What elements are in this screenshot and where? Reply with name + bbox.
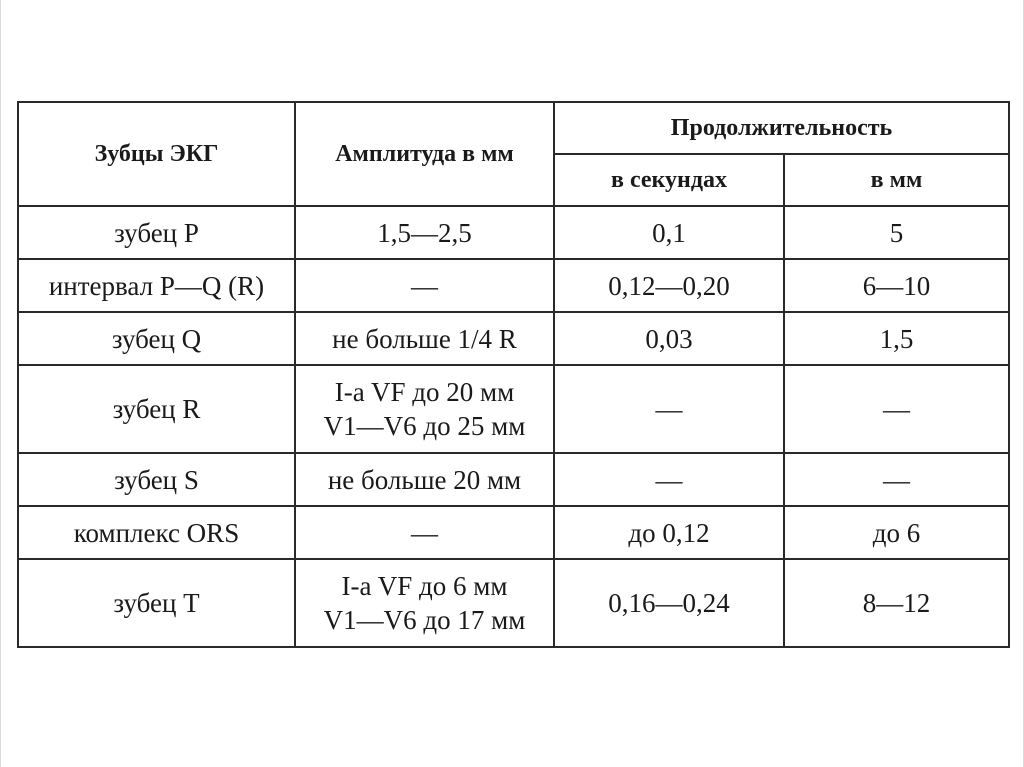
cell-mm: 1,5 <box>784 312 1009 365</box>
cell-mm: до 6 <box>784 506 1009 559</box>
header-duration: Продолжительность <box>554 102 1009 154</box>
cell-seconds: до 0,12 <box>554 506 784 559</box>
cell-wave: зубец Q <box>18 312 295 365</box>
cell-seconds: 0,16—0,24 <box>554 559 784 647</box>
cell-wave: зубец R <box>18 365 295 453</box>
cell-wave: комплекс ORS <box>18 506 295 559</box>
cell-amplitude <box>295 365 554 453</box>
cell-amplitude <box>295 312 554 365</box>
header-duration-seconds: в секундах <box>554 154 784 206</box>
cell-wave: зубец S <box>18 453 295 506</box>
amplitude-line: I-a VF до 6 мм <box>341 571 508 601</box>
cell-mm: 8—12 <box>784 559 1009 647</box>
cell-seconds: 0,12—0,20 <box>554 259 784 312</box>
cell-mm: — <box>784 453 1009 506</box>
table-row <box>18 365 1009 453</box>
header-ecg-waves: Зубцы ЭКГ <box>18 102 295 206</box>
amplitude-line: V1—V6 до 25 мм <box>323 411 526 441</box>
cell-seconds: — <box>554 453 784 506</box>
table-row <box>18 453 1009 506</box>
amplitude-line: V1—V6 до 17 мм <box>323 605 526 635</box>
cell-seconds: 0,03 <box>554 312 784 365</box>
cell-amplitude <box>295 506 554 559</box>
amplitude-line: I-a VF до 20 мм <box>334 377 515 407</box>
cell-amplitude <box>295 259 554 312</box>
table-row <box>18 559 1009 647</box>
cell-amplitude <box>295 559 554 647</box>
cell-mm: — <box>784 365 1009 453</box>
cell-seconds: 0,1 <box>554 206 784 259</box>
amplitude-line: — <box>411 270 438 301</box>
cell-mm: 5 <box>784 206 1009 259</box>
cell-wave: зубец P <box>18 206 295 259</box>
ecg-waves-table <box>17 101 1010 648</box>
amplitude-line: не больше 1/4 R <box>332 323 517 354</box>
cell-wave: интервал P—Q (R) <box>18 259 295 312</box>
header-duration-mm: в мм <box>784 154 1009 206</box>
table-body <box>18 206 1009 647</box>
cell-wave: зубец T <box>18 559 295 647</box>
table-row <box>18 506 1009 559</box>
cell-amplitude <box>295 206 554 259</box>
amplitude-line: не больше 20 мм <box>327 464 522 495</box>
table-row <box>18 259 1009 312</box>
cell-mm: 6—10 <box>784 259 1009 312</box>
amplitude-line: — <box>411 517 438 548</box>
cell-seconds: — <box>554 365 784 453</box>
table-row <box>18 312 1009 365</box>
header-amplitude: Амплитуда в мм <box>295 102 554 206</box>
table-row <box>18 206 1009 259</box>
amplitude-line: 1,5—2,5 <box>377 217 472 248</box>
cell-amplitude <box>295 453 554 506</box>
table-header <box>18 102 1009 206</box>
